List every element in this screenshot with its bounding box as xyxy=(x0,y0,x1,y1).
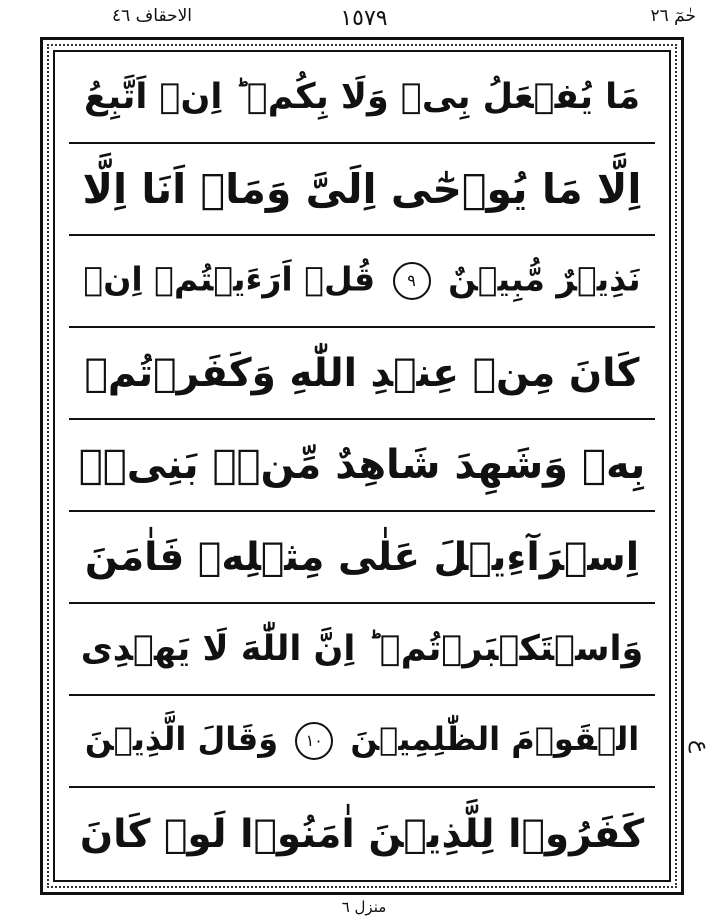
line-text: اِلَّا مَا يُوۡحٰٓى اِلَىَّ وَمَاۤ اَنَا اِلَّا xyxy=(82,164,642,213)
line-text: كَانَ مِنۡ عِنۡدِ اللّٰهِ وَكَفَرۡتُمۡ xyxy=(84,350,640,396)
line-text: اِسۡرَآءِيۡلَ عَلٰى مِثۡلِهٖ فَاٰمَنَ xyxy=(84,534,640,580)
page-frame xyxy=(40,37,684,895)
ruku-margin-mark: ع xyxy=(688,740,713,754)
text-line-9 xyxy=(69,788,655,880)
line-text-part-1: نَذِيۡرٌ مُّبِيۡنٌ xyxy=(448,259,641,299)
text-area xyxy=(53,50,671,882)
line-text: وَاسۡتَكۡبَرۡتُمۡ ؕ اِنَّ اللّٰهَ لَا يَهۡدِى xyxy=(80,628,644,669)
ayah-number-marker: ١٠ xyxy=(295,722,333,760)
line-text: بِهٖ وَشَهِدَ شَاهِدٌ مِّنۡۢ بَنِىۡۤ xyxy=(78,442,646,488)
surah-name-header: الاحقاف ٤٦ xyxy=(112,6,192,26)
text-line-5 xyxy=(69,420,655,512)
text-line-7 xyxy=(69,604,655,696)
text-line-6 xyxy=(69,512,655,604)
line-text: مَا يُفۡعَلُ بِىۡ وَلَا بِكُمۡ ؕ اِنۡ اَتَّبِعُ xyxy=(84,76,640,117)
manzil-footer: منزل ٦ xyxy=(341,898,387,916)
line-text-part-2: قُلۡ اَرَءَيۡتُمۡ اِنۡ xyxy=(83,259,376,299)
line-text xyxy=(85,722,639,760)
line-text-part-1: الۡقَوۡمَ الظّٰلِمِيۡنَ xyxy=(350,720,640,758)
text-line-2 xyxy=(69,144,655,236)
ayah-number-marker: ٩ xyxy=(393,262,431,300)
line-text xyxy=(83,259,641,300)
line-text: كَفَرُوۡا لِلَّذِيۡنَ اٰمَنُوۡا لَوۡ كَانَ xyxy=(79,811,645,857)
juz-name-header: حٰمٓ ٢٦ xyxy=(650,6,696,26)
text-line-3 xyxy=(69,236,655,328)
text-line-4 xyxy=(69,328,655,420)
line-text-part-2: وَقَالَ الَّذِيۡنَ xyxy=(84,720,279,758)
text-line-8 xyxy=(69,696,655,788)
text-line-1 xyxy=(69,52,655,144)
page-number: ١٥٧٩ xyxy=(340,6,388,31)
